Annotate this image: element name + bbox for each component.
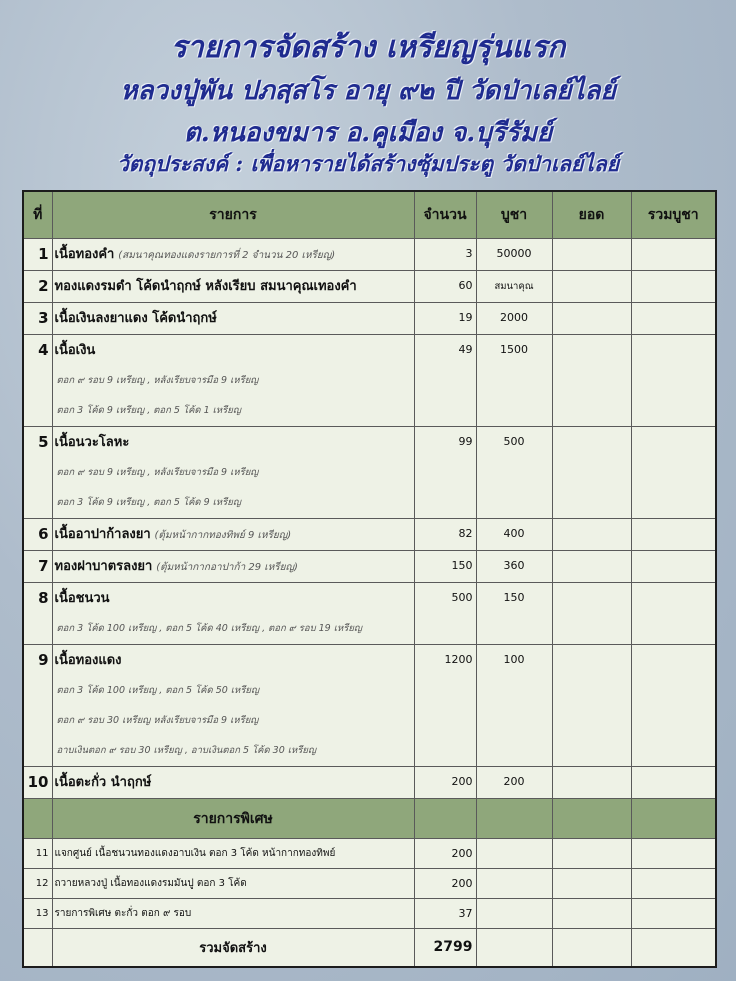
row-qty: 200 (414, 869, 476, 899)
row-qty: 49 (414, 335, 476, 427)
row-total (631, 335, 716, 427)
table-row (23, 645, 716, 767)
table-row (23, 551, 716, 583)
row-qty: 500 (414, 583, 476, 645)
col-header-qty: จำนวน (414, 191, 476, 239)
row-no: 12 (23, 869, 52, 899)
row-no: 2 (23, 271, 52, 303)
item-name: ทองแดงรมดำ โค้ดนำฤกษ์ หลังเรียบ สมนาคุณเทองคำ (54, 279, 357, 294)
item-name: เนื้อเงิน (54, 343, 96, 358)
row-no: 11 (23, 839, 52, 869)
row-no: 9 (23, 645, 52, 767)
item-sub: ตอก 3 โค้ด 100 เหรียญ , ตอก 5 โค้ด 50 เหรียญ (56, 685, 260, 696)
row-price (476, 899, 552, 929)
production-table (22, 190, 717, 968)
row-price: สมนาคุณ (476, 271, 552, 303)
col-header-balance: ยอด (552, 191, 631, 239)
row-total (631, 869, 716, 899)
row-item (52, 645, 414, 767)
table-row (23, 303, 716, 335)
row-price (476, 869, 552, 899)
item-sub: ตอก 3 โค้ด 9 เหรียญ , ตอก 5 โค้ด 9 เหรียญ (56, 497, 241, 508)
blank-cell (631, 799, 716, 839)
row-no: 5 (23, 427, 52, 519)
item-sub: ตอก 3 โค้ด 100 เหรียญ , ตอก 5 โค้ด 40 เหรียญ , ตอก ๙ รอบ 19 เหรียญ (56, 623, 363, 634)
page-title: รายการจัดสร้าง เหรียญรุ่นแรก (170, 30, 566, 65)
row-qty: 150 (414, 551, 476, 583)
col-header-item: รายการ (52, 191, 414, 239)
row-price: 200 (476, 767, 552, 799)
row-item (52, 767, 414, 799)
item-note: (ตุ้มหน้ากากทองทิพย์ 9 เหรียญ) (154, 530, 292, 541)
row-price (476, 839, 552, 869)
item-sub: ตอก ๙ รอบ 9 เหรียญ , หลังเรียบจารมือ 9 เหรียญ (56, 467, 259, 478)
item-name: ทองฝาบาตรลงยา (54, 559, 153, 574)
row-no: 10 (23, 767, 52, 799)
item-name: เนื้อชนวน (54, 591, 110, 606)
table-row (23, 869, 716, 899)
row-item (52, 303, 414, 335)
row-total (631, 839, 716, 869)
row-item (52, 583, 414, 645)
blank-cell (476, 929, 552, 967)
row-balance (552, 869, 631, 899)
table-row (23, 583, 716, 645)
row-price: 150 (476, 583, 552, 645)
item-name: เนื้ออาปาก้าลงยา (54, 527, 151, 542)
row-qty: 19 (414, 303, 476, 335)
row-price: 400 (476, 519, 552, 551)
item-sub: อาบเงินตอก ๙ รอบ 30 เหรียญ , อาบเงินตอก 5 โค้ด 30 เหรียญ (56, 745, 317, 756)
row-balance (552, 899, 631, 929)
row-no: 3 (23, 303, 52, 335)
table-row (23, 899, 716, 929)
row-balance (552, 645, 631, 767)
row-item (52, 427, 414, 519)
row-balance (552, 839, 631, 869)
row-item: ถวายหลวงปู่ เนื้อทองแดงรมมันปู ตอก 3 โค้ด (52, 869, 414, 899)
blank-cell (476, 799, 552, 839)
row-qty: 3 (414, 239, 476, 271)
item-note: (สมนาคุณทองแดงรายการที่ 2 จำนวน 20 เหรียญ) (118, 250, 336, 261)
row-price: 1500 (476, 335, 552, 427)
row-balance (552, 427, 631, 519)
table-row (23, 239, 716, 271)
row-total (631, 239, 716, 271)
item-name: เนื้อนวะโลหะ (54, 435, 130, 450)
item-name: เนื้อทองคำ (54, 247, 115, 262)
row-balance (552, 271, 631, 303)
row-item (52, 519, 414, 551)
row-qty: 82 (414, 519, 476, 551)
row-total (631, 303, 716, 335)
blank-cell (552, 799, 631, 839)
row-item (52, 551, 414, 583)
row-total (631, 583, 716, 645)
row-balance (552, 583, 631, 645)
monk-name-line: หลวงปู่พัน ปภสฺสโร อายุ ๙๒ ปี วัดป่าเลย์ไลย์ (120, 76, 616, 106)
page-header (0, 0, 736, 185)
row-qty: 37 (414, 899, 476, 929)
item-sub: ตอก ๙ รอบ 9 เหรียญ , หลังเรียบจารมือ 9 เหรียญ (56, 375, 259, 386)
blank-cell (631, 929, 716, 967)
row-total (631, 271, 716, 303)
row-item: แจกศูนย์ เนื้อชนวนทองแดงอาบเงิน ตอก 3 โค้ด หน้ากากทองทิพย์ (52, 839, 414, 869)
row-qty: 200 (414, 839, 476, 869)
row-qty: 60 (414, 271, 476, 303)
row-price: 360 (476, 551, 552, 583)
row-total (631, 645, 716, 767)
blank-cell (23, 799, 52, 839)
table-row (23, 767, 716, 799)
purpose-line: วัตถุประสงค์ : เพื่อหารายได้สร้างซุ้มประตู วัดป่าเลย์ไลย์ (116, 151, 620, 176)
table-header-row (23, 191, 716, 239)
blank-cell (23, 929, 52, 967)
row-balance (552, 551, 631, 583)
row-balance (552, 335, 631, 427)
total-label: รวมจัดสร้าง (52, 929, 414, 967)
row-price: 100 (476, 645, 552, 767)
row-item (52, 271, 414, 303)
item-name: เนื้อเงินลงยาแดง โค้ดนำฤกษ์ (54, 311, 217, 326)
item-sub: ตอก 3 โค้ด 9 เหรียญ , ตอก 5 โค้ด 1 เหรียญ (56, 405, 241, 416)
row-item (52, 239, 414, 271)
row-balance (552, 767, 631, 799)
row-item: รายการพิเศษ ตะกั่ว ตอก ๙ รอบ (52, 899, 414, 929)
total-row (23, 929, 716, 967)
table-row (23, 519, 716, 551)
col-header-total: รวมบูชา (631, 191, 716, 239)
col-header-no: ที่ (23, 191, 52, 239)
item-name: เนื้อตะกั่ว นำฤกษ์ (54, 775, 152, 790)
row-qty: 99 (414, 427, 476, 519)
row-total (631, 767, 716, 799)
row-no: 13 (23, 899, 52, 929)
item-name: เนื้อทองแดง (54, 653, 122, 668)
row-item (52, 335, 414, 427)
table-row (23, 271, 716, 303)
row-qty: 200 (414, 767, 476, 799)
table-row (23, 839, 716, 869)
row-balance (552, 519, 631, 551)
row-no: 8 (23, 583, 52, 645)
item-note: (ตุ้มหน้ากากอาปาก้า 29 เหรียญ) (156, 562, 298, 573)
table-row (23, 335, 716, 427)
table-row (23, 427, 716, 519)
row-no: 6 (23, 519, 52, 551)
row-total (631, 427, 716, 519)
special-heading-row (23, 799, 716, 839)
special-heading: รายการพิเศษ (52, 799, 414, 839)
row-price: 2000 (476, 303, 552, 335)
row-total (631, 899, 716, 929)
total-value: 2799 (414, 929, 476, 967)
row-total (631, 551, 716, 583)
blank-cell (414, 799, 476, 839)
row-balance (552, 239, 631, 271)
blank-cell (552, 929, 631, 967)
row-qty: 1200 (414, 645, 476, 767)
row-no: 4 (23, 335, 52, 427)
row-price: 500 (476, 427, 552, 519)
row-total (631, 519, 716, 551)
row-balance (552, 303, 631, 335)
location-line: ต.หนองขมาร อ.คูเมือง จ.บุรีรัมย์ (183, 118, 553, 148)
col-header-price: บูชา (476, 191, 552, 239)
item-sub: ตอก ๙ รอบ 30 เหรียญ หลังเรียบจารมือ 9 เหรียญ (56, 715, 259, 726)
row-no: 1 (23, 239, 52, 271)
row-no: 7 (23, 551, 52, 583)
row-price: 50000 (476, 239, 552, 271)
